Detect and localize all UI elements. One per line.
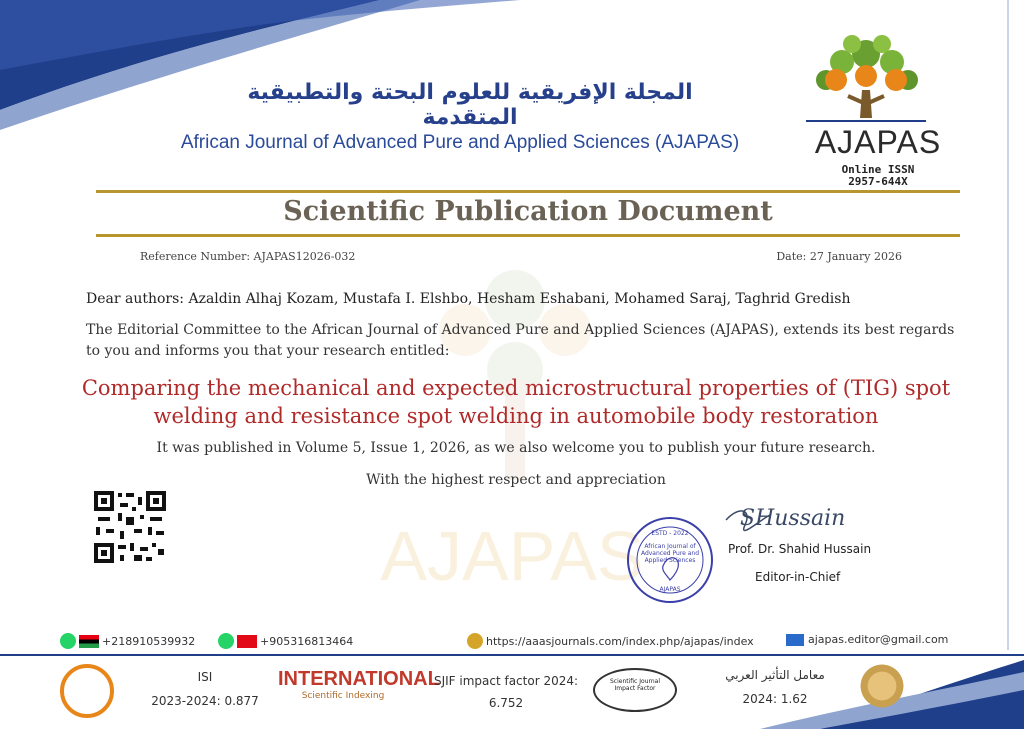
- stamp-line2: Advanced Pure and: [640, 550, 700, 557]
- arabic-journal-title: المجلة الإفريقية للعلوم البحتة والتطبيقية المتقدمة: [247, 80, 693, 130]
- international-indexing-logo: [278, 668, 440, 701]
- sjif-label: SJIF impact factor 2024:: [433, 674, 579, 688]
- stamp-estd: ESTD - 2022: [651, 530, 689, 537]
- international-sub: Scientific Indexing: [301, 691, 385, 701]
- globe-icon: [467, 633, 483, 649]
- phone-libya: +218910539932: [102, 634, 196, 648]
- paper-title: Comparing the mechanical and expected microstructural properties of (TIG) spot welding and resistance spot welding in automobile body restoration: [81, 376, 951, 428]
- ajapas-tree-logo-icon: [806, 35, 926, 122]
- stamp-ajapas: AJAPAS: [659, 586, 681, 593]
- editor-role: Editor-in-Chief: [755, 570, 841, 584]
- qr-code-icon: [94, 491, 166, 563]
- english-journal-title: African Journal of Advanced Pure and Applied Sciences (AJAPAS): [180, 132, 740, 153]
- signature: SHussain: [740, 506, 846, 531]
- open-access-icon: [60, 664, 114, 718]
- stamp-text: [630, 530, 710, 593]
- international-word: INTERNATIONAL: [278, 668, 440, 690]
- stamp-line1: African Journal of: [644, 543, 696, 550]
- turkey-flag-icon: [237, 635, 257, 648]
- issn-label: Online ISSN: [841, 163, 915, 176]
- contact-email[interactable]: [786, 633, 948, 646]
- email-address: ajapas.editor@gmail.com: [808, 633, 949, 646]
- document-date: Date: 27 January 2026: [776, 250, 902, 263]
- logo-wordmark: AJAPAS: [814, 124, 942, 160]
- editor-name: Prof. Dr. Shahid Hussain: [728, 542, 872, 556]
- arab-value: 2024: 1.62: [742, 692, 808, 706]
- contact-website[interactable]: [467, 633, 754, 649]
- contact-phone-libya[interactable]: [60, 633, 195, 649]
- phone-turkey: +905316813464: [260, 634, 354, 648]
- sjif-value: 6.752: [488, 696, 524, 710]
- isi-badge: [140, 670, 270, 708]
- stamp-line3: Applied Sciences: [644, 557, 696, 564]
- publication-statement: It was published in Volume 5, Issue 1, 2026, as we also welcome you to publish your future research.: [156, 440, 876, 456]
- website-url: https://aaasjournals.com/index.php/ajapas/index: [486, 634, 754, 648]
- isi-label: ISI: [197, 670, 213, 684]
- closing-line: With the highest respect and appreciation: [366, 472, 666, 488]
- body-paragraph: The Editorial Committee to the African Journal of Advanced Pure and Applied Sciences (AJAPAS), extends its best regards to you and informs you that your research entitled:: [86, 322, 955, 359]
- contact-phone-turkey[interactable]: [218, 633, 353, 649]
- sjif-logo-line1: Scientific Journal: [609, 678, 661, 685]
- watermark-text: AJAPAS: [380, 517, 644, 595]
- issn-number: 2957-644X: [848, 175, 908, 188]
- arab-impact-badge: [700, 668, 850, 706]
- arab-impact-logo-icon: [858, 660, 906, 712]
- whatsapp-icon: [218, 633, 234, 649]
- document-title: Scientific Publication Document: [283, 196, 773, 227]
- reference-number: Reference Number: AJAPAS12026-032: [140, 250, 356, 263]
- issn-block: [808, 164, 948, 188]
- dear-authors: Dear authors: Azaldin Alhaj Kozam, Mustafa I. Elshbo, Hesham Eshabani, Mohamed Saraj, Taghrid Gredish: [86, 291, 851, 307]
- sjif-logo: [593, 668, 677, 712]
- libya-flag-icon: [79, 635, 99, 648]
- envelope-icon: [786, 634, 804, 646]
- arab-label: معامل التأثير العربي: [725, 668, 825, 682]
- sjif-badge: [428, 674, 584, 710]
- isi-value: 2023-2024: 0.877: [151, 694, 259, 708]
- sjif-logo-line2: Impact Factor: [614, 685, 656, 692]
- whatsapp-icon: [60, 633, 76, 649]
